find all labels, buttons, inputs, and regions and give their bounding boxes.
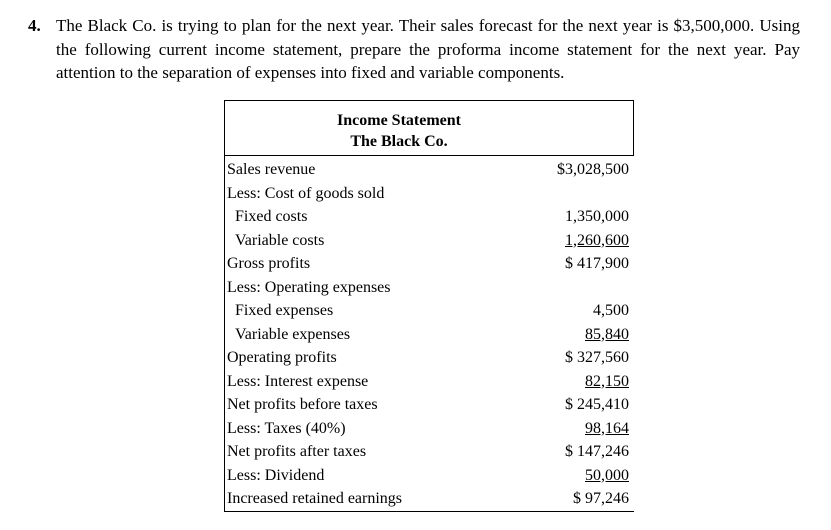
- row-value: $ 97,246: [573, 490, 629, 507]
- statement-row: [225, 487, 634, 512]
- row-label: Less: Dividend: [227, 466, 325, 484]
- row-value: $ 417,900: [565, 255, 629, 272]
- row-value: $ 147,246: [565, 443, 629, 460]
- question-block: [28, 14, 800, 85]
- row-label: Sales revenue: [227, 161, 316, 178]
- statement-company: The Black Co.: [350, 133, 448, 150]
- row-value: 82,150: [585, 372, 629, 390]
- statement-row: [225, 158, 634, 182]
- statement-row: [225, 440, 634, 464]
- statement-row: [225, 417, 634, 441]
- row-value: $ 245,410: [565, 396, 629, 413]
- row-value: 85,840: [585, 325, 629, 343]
- row-label: Operating profits: [227, 349, 337, 366]
- row-label: Less: Interest expense: [227, 372, 369, 390]
- statement-row: [225, 276, 634, 300]
- statement-header: [224, 100, 634, 156]
- row-label: Variable costs: [235, 231, 325, 249]
- row-label: Variable expenses: [235, 325, 351, 343]
- statement-row: [225, 346, 634, 370]
- row-label: Less: Taxes (40%): [227, 419, 346, 437]
- row-label: Less: Cost of goods sold: [227, 184, 385, 202]
- statement-row: [225, 229, 634, 253]
- row-label: Less: Operating expenses: [227, 278, 391, 296]
- row-value: 50,000: [585, 466, 629, 484]
- question-number: 4.: [28, 16, 41, 35]
- statement-row: [225, 205, 634, 229]
- row-label: Fixed expenses: [235, 302, 334, 319]
- statement-row: [225, 393, 634, 417]
- statement-row: [225, 370, 634, 394]
- income-statement-table: [224, 100, 634, 512]
- row-value: 1,350,000: [565, 208, 629, 225]
- row-value: $ 327,560: [565, 349, 629, 366]
- statement-row: [225, 182, 634, 206]
- row-value: 98,164: [585, 419, 629, 437]
- row-label: Fixed costs: [235, 208, 308, 225]
- statement-title: Income Statement: [337, 112, 461, 129]
- row-label: Net profits after taxes: [227, 443, 367, 460]
- statement-row: [225, 252, 634, 276]
- row-label: Gross profits: [227, 255, 311, 272]
- statement-body: [224, 156, 634, 512]
- row-value: 1,260,600: [565, 231, 629, 249]
- row-value: $3,028,500: [557, 161, 629, 178]
- statement-row: [225, 323, 634, 347]
- question-text: The Black Co. is trying to plan for the next year. Their sales forecast for the next year is $3,500,000. Using the following current income statement, prepare the proforma income statement for the next year. Pay attention to the separation of expenses into fixed and variable components.: [56, 16, 800, 82]
- row-label: Increased retained earnings: [227, 490, 403, 507]
- statement-row: [225, 299, 634, 323]
- row-value: 4,500: [593, 302, 629, 319]
- row-label: Net profits before taxes: [227, 396, 378, 413]
- statement-row: [225, 464, 634, 488]
